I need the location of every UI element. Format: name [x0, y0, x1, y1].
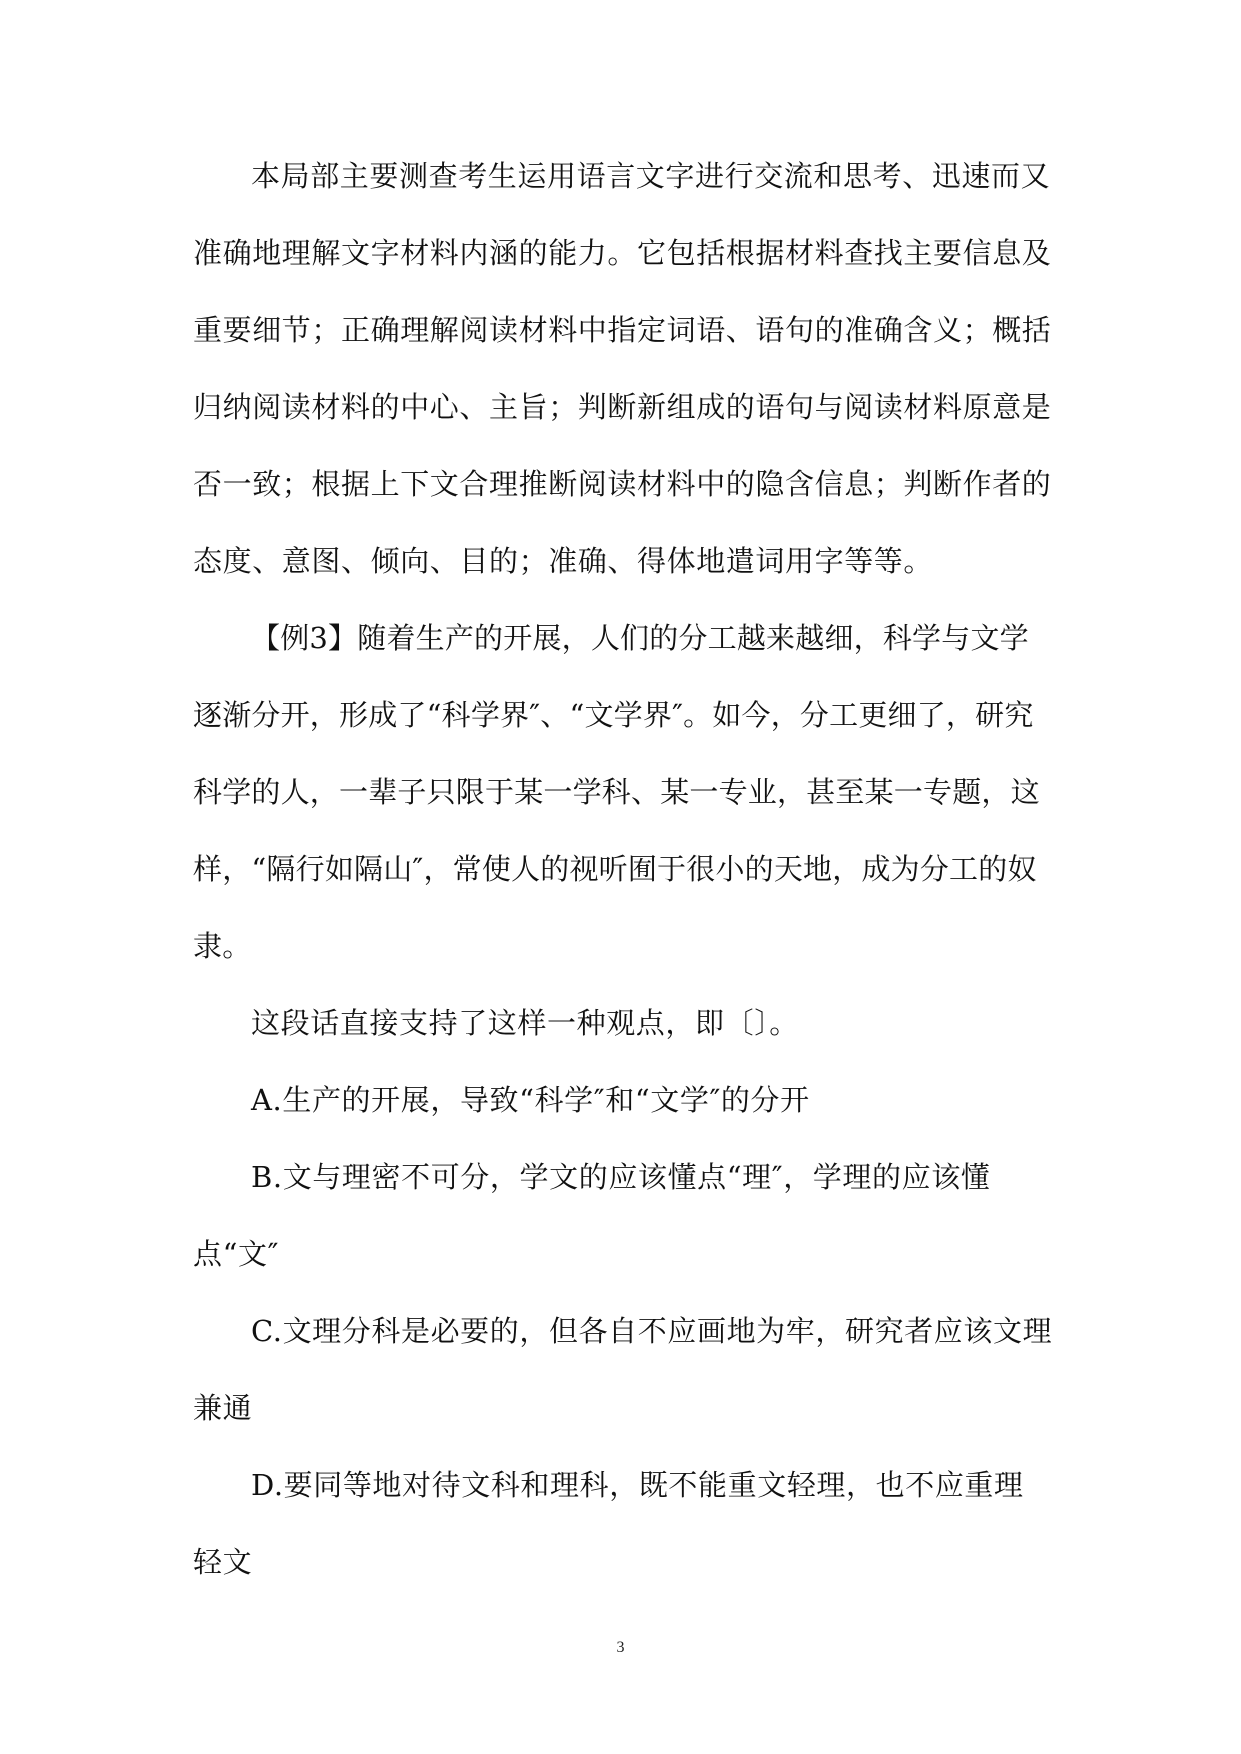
intro-paragraph: 本局部主要测查考生运用语言文字进行交流和思考、迅速而又准确地理解文字材料内涵的能力。它包括根据材料查找主要信息及重要细节；正确理解阅读材料中指定词语、语句的准确含义；概括归纳阅读材料的中心、主旨；判断新组成的语句与阅读材料原意是否一致；根据上下文合理推断阅读材料中的隐含信息；判断作者的态度、意图、倾向、目的；准确、得体地遣词用字等等。: [193, 159, 1052, 578]
question-stem: 这段话直接支持了这样一种观点，即〔〕。: [251, 1006, 799, 1040]
option-d: D.要同等地对待文科和理科，既不能重文轻理，也不应重理轻文: [193, 1468, 1024, 1579]
option-c: C.文理分科是必要的，但各自不应画地为牢，研究者应该文理兼通: [193, 1314, 1053, 1425]
document-body: [193, 138, 1053, 1601]
option-b: B.文与理密不可分，学文的应该懂点“理″，学理的应该懂点“文″: [193, 1160, 991, 1271]
option-a: A.生产的开展，导致“科学″和“文学″的分开: [251, 1083, 810, 1117]
example-paragraph: 【例3】随着生产的开展，人们的分工越来越细，科学与文学逐渐分开，形成了“科学界″、“文学界″。如今，分工更细了，研究科学的人，一辈子只限于某一学科、某一专业，甚至某一专题，这样，“隔行如隔山″，常使人的视听囿于很小的天地，成为分工的奴隶。: [193, 621, 1040, 963]
page-number: 3: [616, 1639, 625, 1656]
